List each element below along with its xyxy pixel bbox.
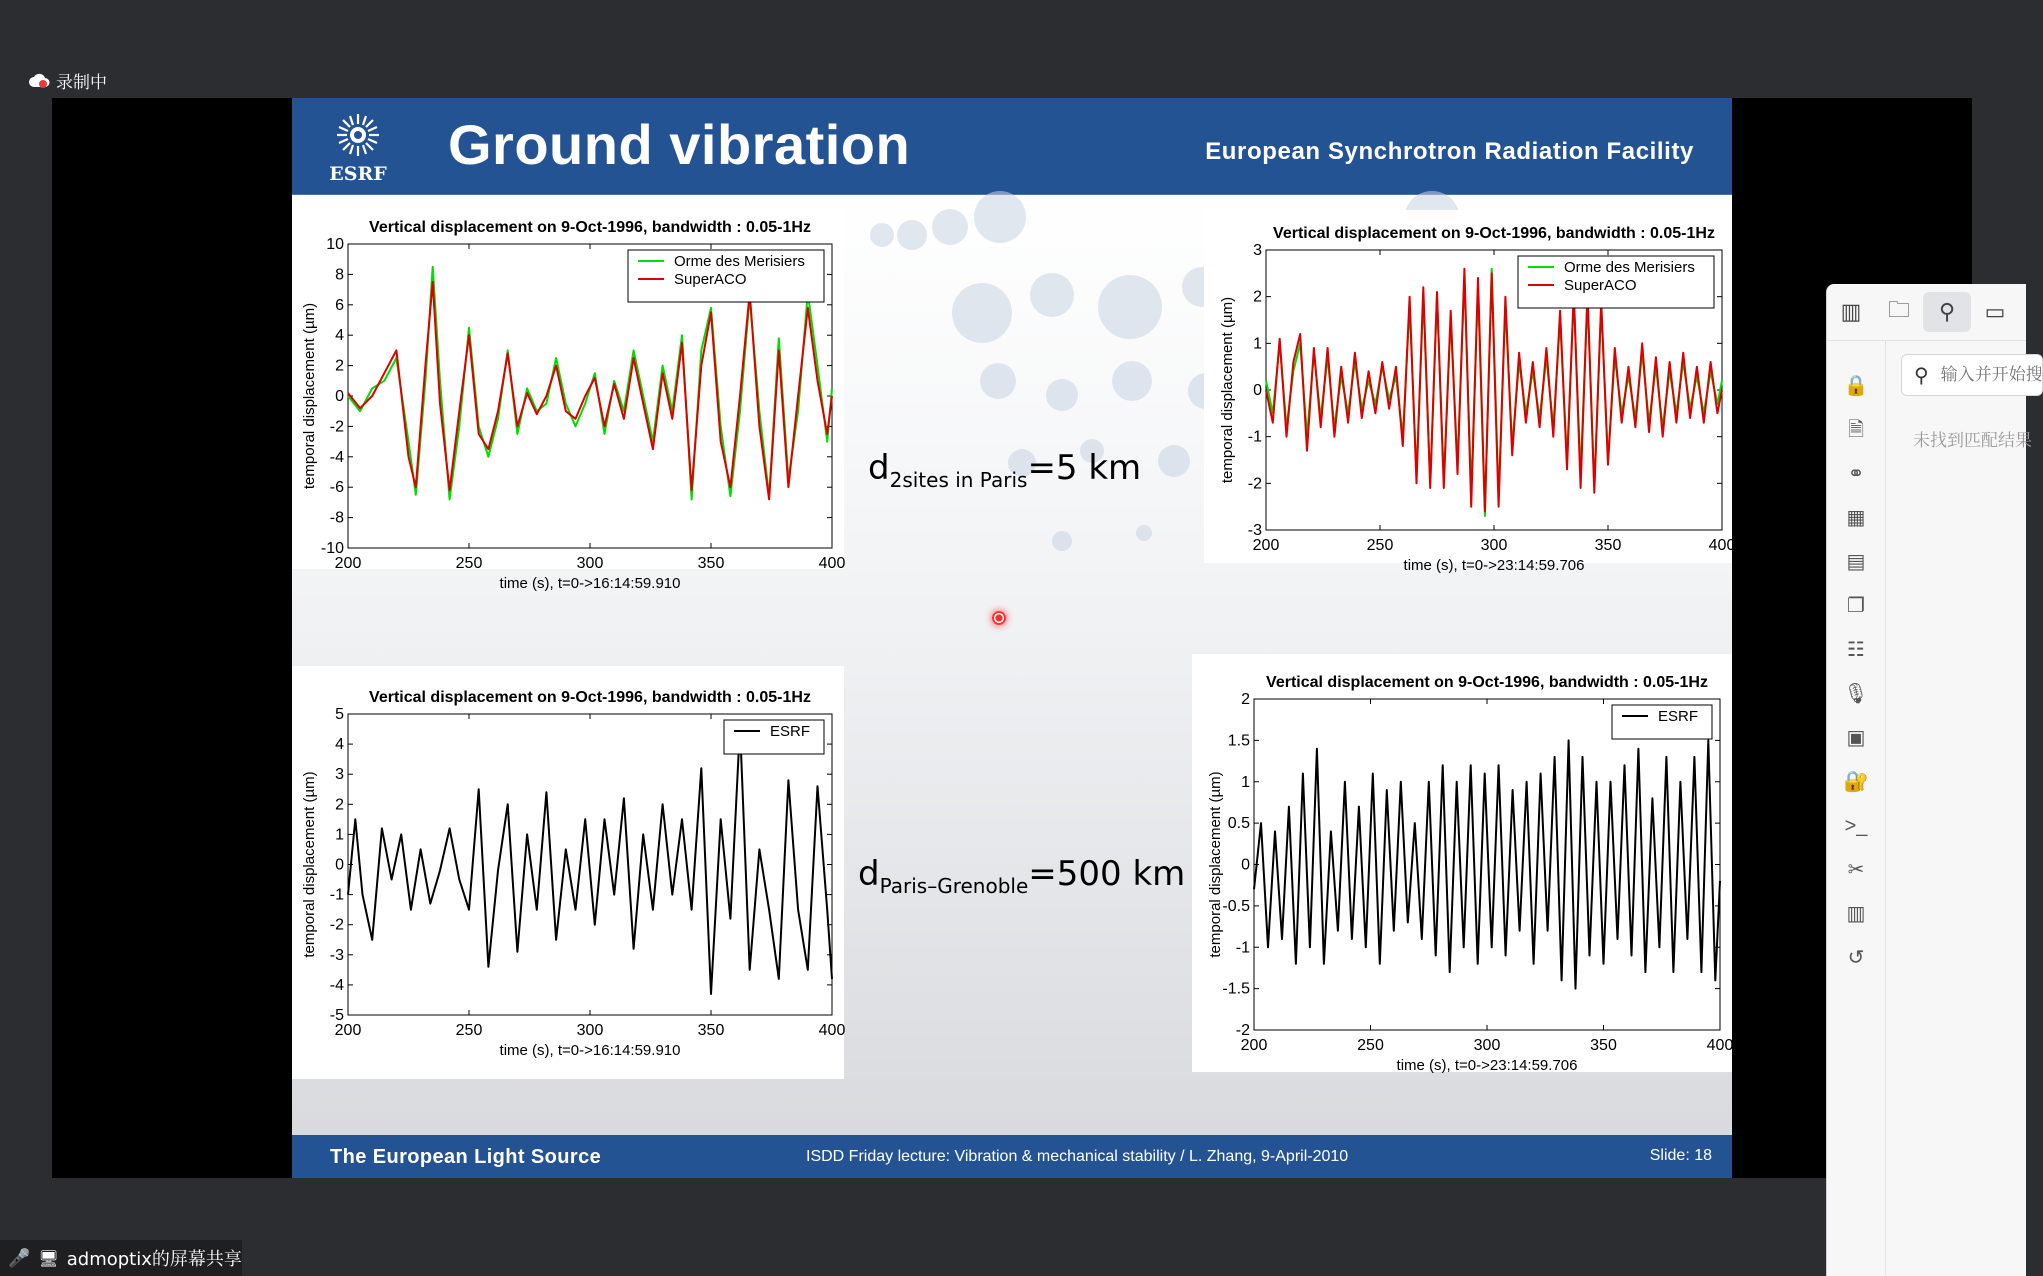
y-axis-label: temporal displacement (µm)	[301, 302, 318, 490]
x-tick-label: 300	[576, 555, 604, 572]
y-tick-label: -2	[329, 418, 344, 436]
side-rail	[1827, 341, 1886, 1276]
x-tick-label: 200	[334, 555, 362, 572]
distance-paris-value: =5 km	[1027, 448, 1142, 488]
distance-paris-label	[868, 448, 1141, 492]
y-tick-label: 2	[335, 357, 344, 375]
y-tick-label: -10	[320, 540, 344, 557]
y-tick-label: 2	[1253, 288, 1262, 306]
chart-panel-3	[292, 666, 844, 1079]
y-tick-label: 0	[335, 388, 344, 405]
y-tick-label: -2	[1235, 1022, 1250, 1039]
slide-number: Slide: 18	[1649, 1147, 1712, 1164]
chart-title: Vertical displacement on 9-Oct-1996, bandwidth : 0.05-1Hz	[369, 689, 811, 706]
chart-paris-night	[1204, 210, 1736, 574]
y-tick-label: 1	[335, 826, 344, 844]
chart-esrf-day	[292, 666, 844, 1079]
x-axis-label: time (s), t=0->16:14:59.910	[499, 575, 681, 592]
y-tick-label: 2	[1241, 691, 1250, 708]
search-input[interactable]	[1939, 364, 2043, 386]
y-tick-label: 8	[335, 266, 344, 284]
footer-lecture: ISDD Friday lecture: Vibration & mechanical stability / L. Zhang, 9-April-2010	[806, 1148, 1349, 1165]
side-tabs	[1827, 284, 2026, 341]
search-icon[interactable]: ⚲	[1923, 292, 1971, 332]
screen-share-icon: 🖥	[38, 1248, 59, 1268]
y-tick-label: -1	[329, 886, 344, 904]
x-tick-label: 400	[1708, 537, 1736, 554]
y-tick-label: 1	[1241, 773, 1250, 791]
y-tick-label: -0.5	[1222, 897, 1250, 915]
chart-panel-2	[1204, 210, 1736, 574]
chart-paris-two-sites	[292, 198, 846, 592]
search-box[interactable]	[1901, 354, 2043, 396]
cloud-record-icon	[28, 72, 50, 90]
distance-paris-sub: 2sites in Paris	[889, 467, 1028, 492]
y-tick-label: -8	[329, 509, 344, 527]
distance-grenoble-sub: Paris–Grenoble	[879, 873, 1029, 898]
x-axis-label: time (s), t=0->16:14:59.910	[499, 1042, 681, 1059]
y-tick-label: 4	[335, 327, 344, 345]
x-tick-label: 350	[697, 555, 725, 572]
x-tick-label: 200	[1252, 537, 1280, 554]
y-tick-label: -2	[329, 916, 344, 934]
legend-label: Orme des Merisiers	[1564, 259, 1695, 276]
x-tick-label: 350	[697, 1022, 725, 1039]
legend-label: SuperACO	[1564, 277, 1637, 294]
esrf-logo	[326, 108, 390, 184]
side-panel	[1826, 284, 2032, 1276]
y-tick-label: -4	[329, 976, 344, 994]
y-tick-label: 10	[326, 236, 344, 253]
x-tick-label: 250	[455, 1022, 483, 1039]
tools-icon[interactable]: ✂	[1847, 859, 1865, 881]
calendar-icon[interactable]: ▤	[1846, 551, 1866, 573]
slide-title: Ground vibration	[448, 113, 911, 176]
presentation-icon[interactable]: ▣	[1846, 727, 1866, 749]
lock-icon[interactable]: 🔐	[1843, 771, 1869, 793]
y-tick-label: -2	[1247, 475, 1262, 493]
recording-indicator	[28, 68, 107, 93]
screen-share-label	[0, 1240, 242, 1276]
y-tick-label: -6	[329, 479, 344, 497]
y-axis-label: temporal displacement (µm)	[1219, 296, 1236, 484]
y-tick-label: 0.5	[1227, 815, 1250, 833]
x-tick-label: 200	[334, 1022, 362, 1039]
y-tick-label: 3	[1253, 242, 1262, 259]
distance-paris-d: d	[868, 448, 890, 488]
y-tick-label: 0	[1253, 382, 1262, 399]
screen-share-text: admoptix的屏幕共享	[66, 1249, 242, 1270]
x-tick-label: 250	[1366, 537, 1394, 554]
terminal-icon[interactable]: >_	[1844, 815, 1868, 837]
y-tick-label: -5	[329, 1007, 344, 1024]
distance-grenoble-d: d	[858, 854, 880, 894]
copy-icon[interactable]: ❐	[1847, 595, 1865, 617]
facility-name: European Synchrotron Radiation Facility	[1205, 138, 1694, 165]
x-tick-label: 300	[1480, 537, 1508, 554]
presentation-slide	[292, 98, 1736, 1178]
grid-icon[interactable]: ▦	[1846, 507, 1866, 529]
sidebar-toggle-icon[interactable]: ▥	[1840, 299, 1862, 324]
chart-title: Vertical displacement on 9-Oct-1996, bandwidth : 0.05-1Hz	[369, 219, 811, 236]
graph-icon[interactable]: ⚭	[1847, 463, 1865, 485]
x-tick-label: 400	[1706, 1037, 1734, 1054]
y-tick-label: 0	[335, 856, 344, 874]
chart-panel-1	[292, 198, 846, 592]
y-tick-label: -1	[1235, 939, 1250, 957]
folder-icon[interactable]: 🗀	[1887, 297, 1910, 322]
legend-label: ESRF	[770, 723, 811, 740]
y-axis-label: temporal displacement (µm)	[301, 771, 318, 958]
distance-grenoble-value: =500 km	[1028, 854, 1186, 894]
y-tick-label: 0	[1241, 856, 1250, 874]
chart-title: Vertical displacement on 9-Oct-1996, bandwidth : 0.05-1Hz	[1273, 225, 1715, 242]
recording-label: 录制中	[56, 73, 107, 92]
chart-esrf-night	[1192, 654, 1732, 1072]
y-tick-label: 3	[335, 766, 344, 784]
y-tick-label: -4	[329, 448, 344, 466]
y-tick-label: -3	[1247, 522, 1262, 539]
microphone-icon[interactable]: 🎙	[1843, 683, 1869, 705]
slide-header	[292, 98, 1732, 196]
x-tick-label: 350	[1590, 1037, 1617, 1054]
x-tick-label: 300	[576, 1022, 604, 1039]
table-icon[interactable]: ☷	[1847, 639, 1865, 661]
x-tick-label: 250	[455, 555, 483, 572]
legend-label: SuperACO	[674, 271, 747, 288]
chart-panel-4	[1192, 654, 1732, 1072]
chart-title: Vertical displacement on 9-Oct-1996, bandwidth : 0.05-1Hz	[1266, 674, 1708, 691]
legend-label: Orme des Merisiers	[674, 253, 805, 270]
no-result-text: 未找到匹配结果	[1913, 431, 2032, 451]
x-tick-label: 250	[1357, 1037, 1384, 1054]
y-tick-label: 6	[335, 296, 344, 314]
distance-grenoble-label	[858, 854, 1185, 898]
x-tick-label: 200	[1240, 1037, 1268, 1054]
y-axis-label: temporal displacement (µm)	[1207, 771, 1224, 958]
magnifier-icon: ⚲	[1914, 364, 1929, 387]
slide-footer	[292, 1135, 1732, 1178]
history-icon[interactable]: ↺	[1847, 947, 1865, 969]
file-search-icon[interactable]: 🗎	[1847, 419, 1865, 441]
x-axis-label: time (s), t=0->23:14:59.706	[1403, 557, 1585, 574]
x-axis-label: time (s), t=0->23:14:59.706	[1396, 1057, 1578, 1074]
y-tick-label: 2	[335, 796, 344, 814]
y-tick-label: 5	[335, 706, 344, 723]
y-tick-label: 4	[335, 736, 344, 754]
logo-text: ESRF	[329, 163, 387, 185]
y-tick-label: 1	[1253, 335, 1262, 353]
lock-file-icon[interactable]: 🔒	[1843, 375, 1869, 397]
y-tick-label: -3	[329, 946, 344, 964]
y-tick-label: -1	[1247, 428, 1262, 446]
x-tick-label: 400	[818, 1022, 846, 1039]
y-tick-label: 1.5	[1227, 732, 1250, 750]
laser-pointer	[992, 611, 1006, 625]
microphone-icon[interactable]: 🎤	[8, 1247, 31, 1269]
template-icon[interactable]: ▥	[1846, 903, 1866, 925]
x-tick-label: 400	[818, 555, 846, 572]
x-tick-label: 300	[1473, 1037, 1501, 1054]
x-tick-label: 350	[1594, 537, 1622, 554]
y-tick-label: -1.5	[1222, 980, 1250, 998]
footer-tagline: The European Light Source	[330, 1146, 602, 1168]
bookmark-icon[interactable]: ▭	[1984, 299, 2006, 324]
legend-label: ESRF	[1658, 708, 1699, 725]
